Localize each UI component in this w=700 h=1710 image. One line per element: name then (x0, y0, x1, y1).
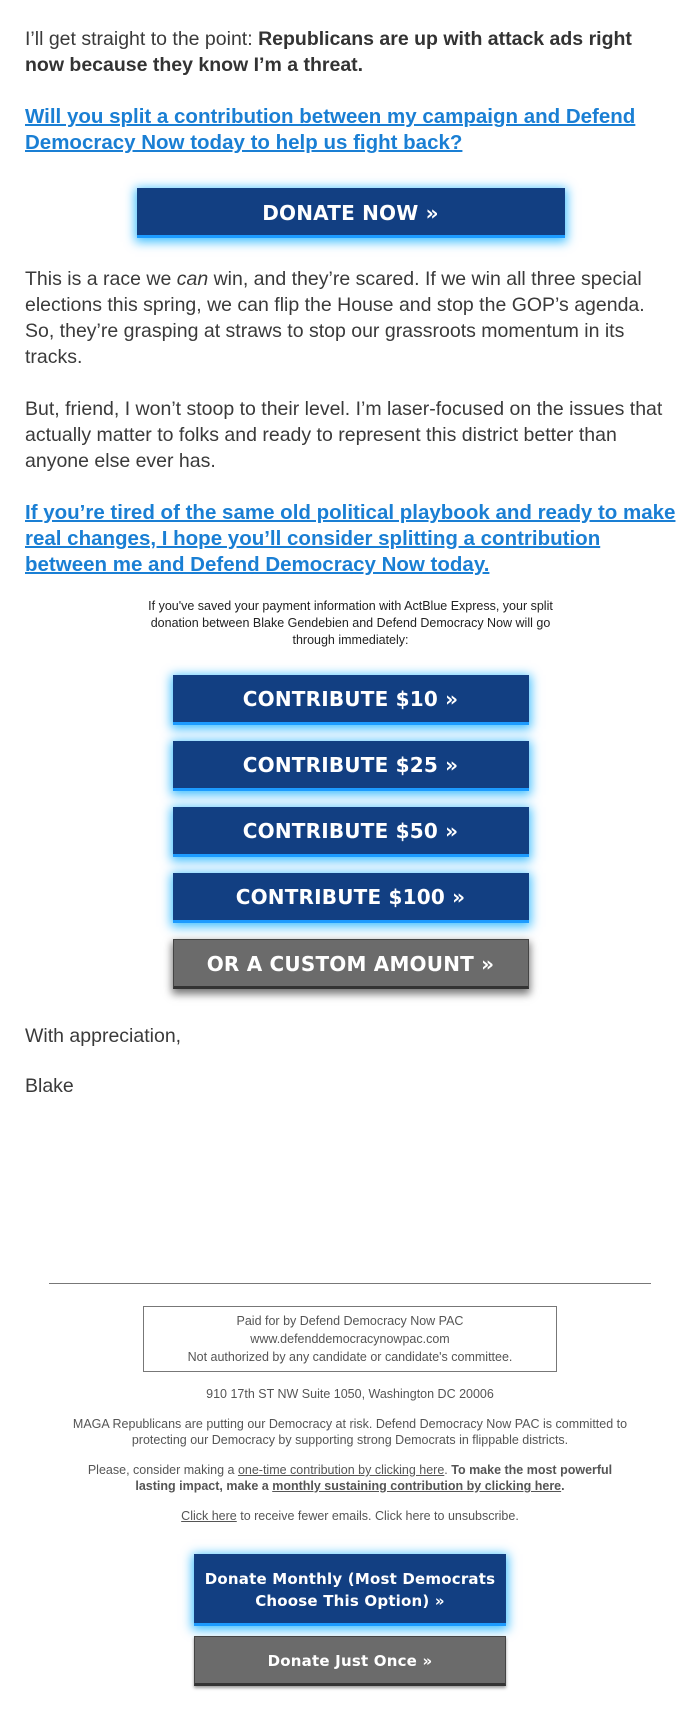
donate-now-button[interactable]: DONATE NOW » (137, 188, 565, 238)
fewer-emails-link[interactable]: Click here (181, 1509, 237, 1523)
contribute-50-button[interactable]: CONTRIBUTE $50 » (173, 807, 529, 857)
race-text-after: win, and they’re scared. If we win all three special elections this spring, we can flip the House and stop the GOP’s agenda. So, they’re grasping at straws to stop our grassroots momentum in its tracks. (25, 268, 645, 368)
mission-statement: MAGA Republicans are putting our Democracy at risk. Defend Democracy Now PAC is committed to protecting our Democracy by supporting strong Democrats in flippable districts. (72, 1417, 628, 1447)
consider-prefix: Please, consider making a (87, 1463, 238, 1477)
ask-paragraph-2 (25, 500, 676, 578)
footer-buttons (0, 1524, 700, 1686)
website-line: www.defenddemocracynowpac.com (250, 1332, 450, 1346)
footer (0, 1283, 700, 1686)
race-text-before: This is a race we (25, 268, 177, 290)
not-authorized-line: Not authorized by any candidate or candidate's committee. (187, 1350, 513, 1364)
consider-mid: . (444, 1463, 452, 1477)
race-paragraph (25, 266, 676, 370)
donate-monthly-button[interactable]: Donate Monthly (Most Democrats Choose This Option) » (194, 1554, 506, 1626)
contribute-25-button[interactable]: CONTRIBUTE $25 » (173, 741, 529, 791)
address: 910 17th ST NW Suite 1050, Washington DC 20006 (206, 1387, 494, 1401)
intro-paragraph (25, 26, 676, 78)
contribute-100-button[interactable]: CONTRIBUTE $100 » (173, 873, 529, 923)
footer-divider (49, 1283, 651, 1284)
monthly-contribution-link[interactable]: monthly sustaining contribution by clicking here (272, 1479, 562, 1493)
bold-suffix: . (561, 1479, 565, 1493)
ask-paragraph-1 (25, 104, 676, 156)
intro-bold: Republicans are up with attack ads right now because they know I’m a threat. (25, 28, 632, 76)
contribute-buttons (25, 675, 676, 1005)
intro-prefix: I’ll get straight to the point: (25, 28, 259, 50)
actblue-express-note: If you've saved your payment information with ActBlue Express, your split donation between Blake Gendebien and Defend Democracy Now will go through immediately: (148, 599, 553, 647)
one-time-contribution-link[interactable]: one-time contribution by clicking here (237, 1463, 445, 1477)
split-contribution-link-1[interactable]: Will you split a contribution between my campaign and Defend Democracy Now today to help us fight back? (25, 105, 636, 154)
email-preferences (50, 1508, 650, 1524)
donate-once-button[interactable]: Donate Just Once » (194, 1636, 506, 1686)
signature: Blake (25, 1075, 74, 1097)
split-contribution-link-2[interactable]: If you’re tired of the same old political playbook and ready to make real changes, I hope you’ll consider splitting a contribution between me and Defend Democracy Now today. (25, 501, 676, 576)
bold-prefix: To make the most powerful lasting impact, make a (135, 1463, 613, 1493)
contribute-10-button[interactable]: CONTRIBUTE $10 » (173, 675, 529, 725)
signoff: With appreciation, (25, 1025, 182, 1047)
unsubscribe-text: to receive fewer emails. Click here to unsubscribe. (236, 1509, 519, 1523)
custom-amount-button[interactable]: OR A CUSTOM AMOUNT » (173, 939, 529, 989)
consider-contribution (70, 1462, 630, 1494)
donate-now-wrap (25, 182, 676, 266)
race-text-italic: can (176, 268, 209, 290)
paid-for-line: Paid for by Defend Democracy Now PAC (236, 1314, 464, 1328)
stoop-paragraph: But, friend, I won’t stoop to their level. I’m laser-focused on the issues that actually matter to folks and ready to represent this district better than anyone else ever has. (25, 398, 663, 472)
paid-for-box (143, 1306, 557, 1372)
